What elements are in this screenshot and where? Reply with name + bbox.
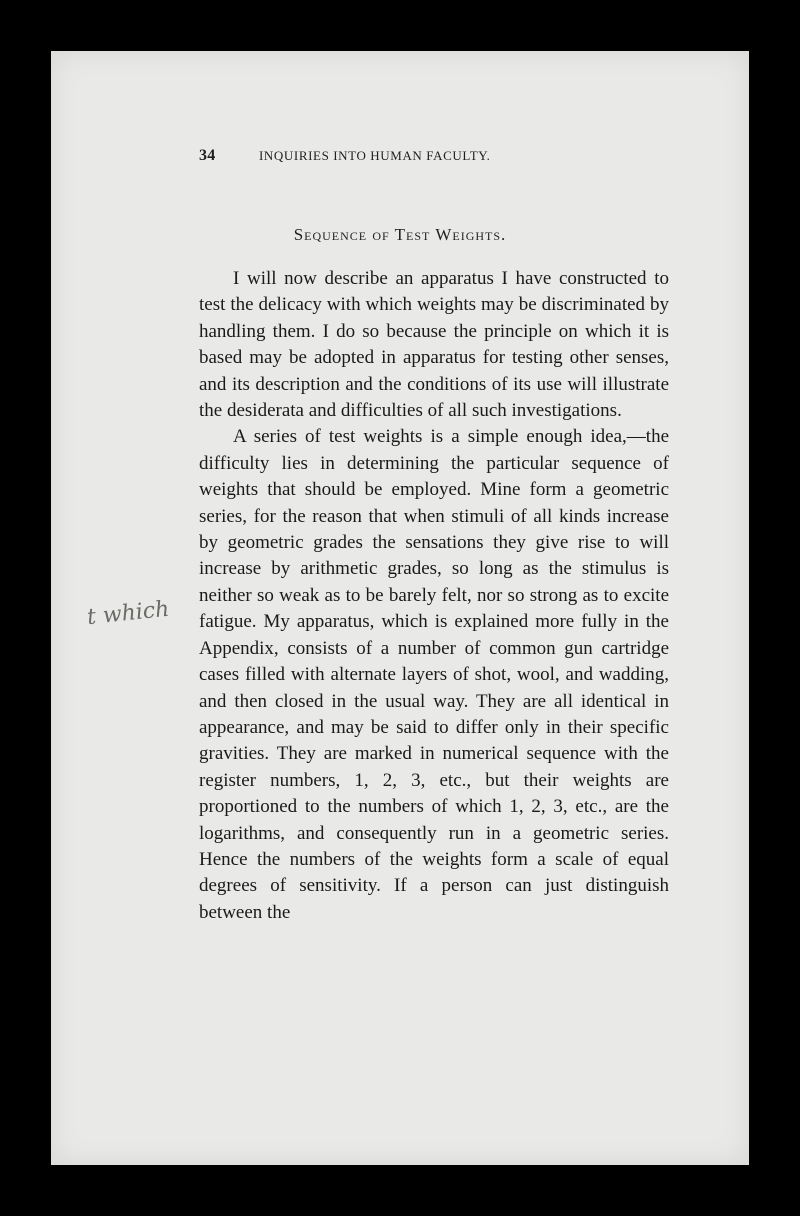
page-content	[51, 51, 749, 1165]
handwritten-margin-note: t which	[85, 596, 171, 631]
paragraph: I will now describe an apparatus I have constructed to test the delicacy with which weights may be discriminated by handling them. I do so because the principle on which it is based may be adopted in apparatus for testing other senses, and its description and the conditions of its use will illustrate the desiderata and difficulties of all such investigations.	[199, 268, 669, 422]
page-number: 34	[199, 147, 216, 164]
section-heading: Sequence of Test Weights.	[293, 225, 507, 244]
book-page	[51, 51, 749, 1165]
running-head	[199, 147, 609, 165]
body-text	[199, 266, 669, 926]
running-title: INQUIRIES INTO HUMAN FACULTY.	[259, 148, 491, 163]
paragraph: A series of test weights is a simple enough idea,—the difficulty lies in determining the particular sequence of weights that should be employed. Mine form a geometric series, for the reason that when stimuli of all kinds increase by geometric grades the sensations they give rise to will increase by arithmetic grades, so long as the stimulus is neither so weak as to be barely felt, nor so strong as to excite fatigue. My apparatus, which is explained more fully in the Appendix, consists of a number of common gun cartridge cases filled with alternate layers of shot, wool, and wadding, and then closed in the usual way. They are all identical in appearance, and may be said to differ only in their specific gravities. They are marked in numerical sequence with the register numbers, 1, 2, 3, etc., but their weights are proportioned to the numbers of which 1, 2, 3, etc., are the logarithms, and consequently run in a geometric series. Hence the numbers of the weights form a scale of equal degrees of sensitivity. If a person can just distinguish between the	[199, 426, 669, 923]
